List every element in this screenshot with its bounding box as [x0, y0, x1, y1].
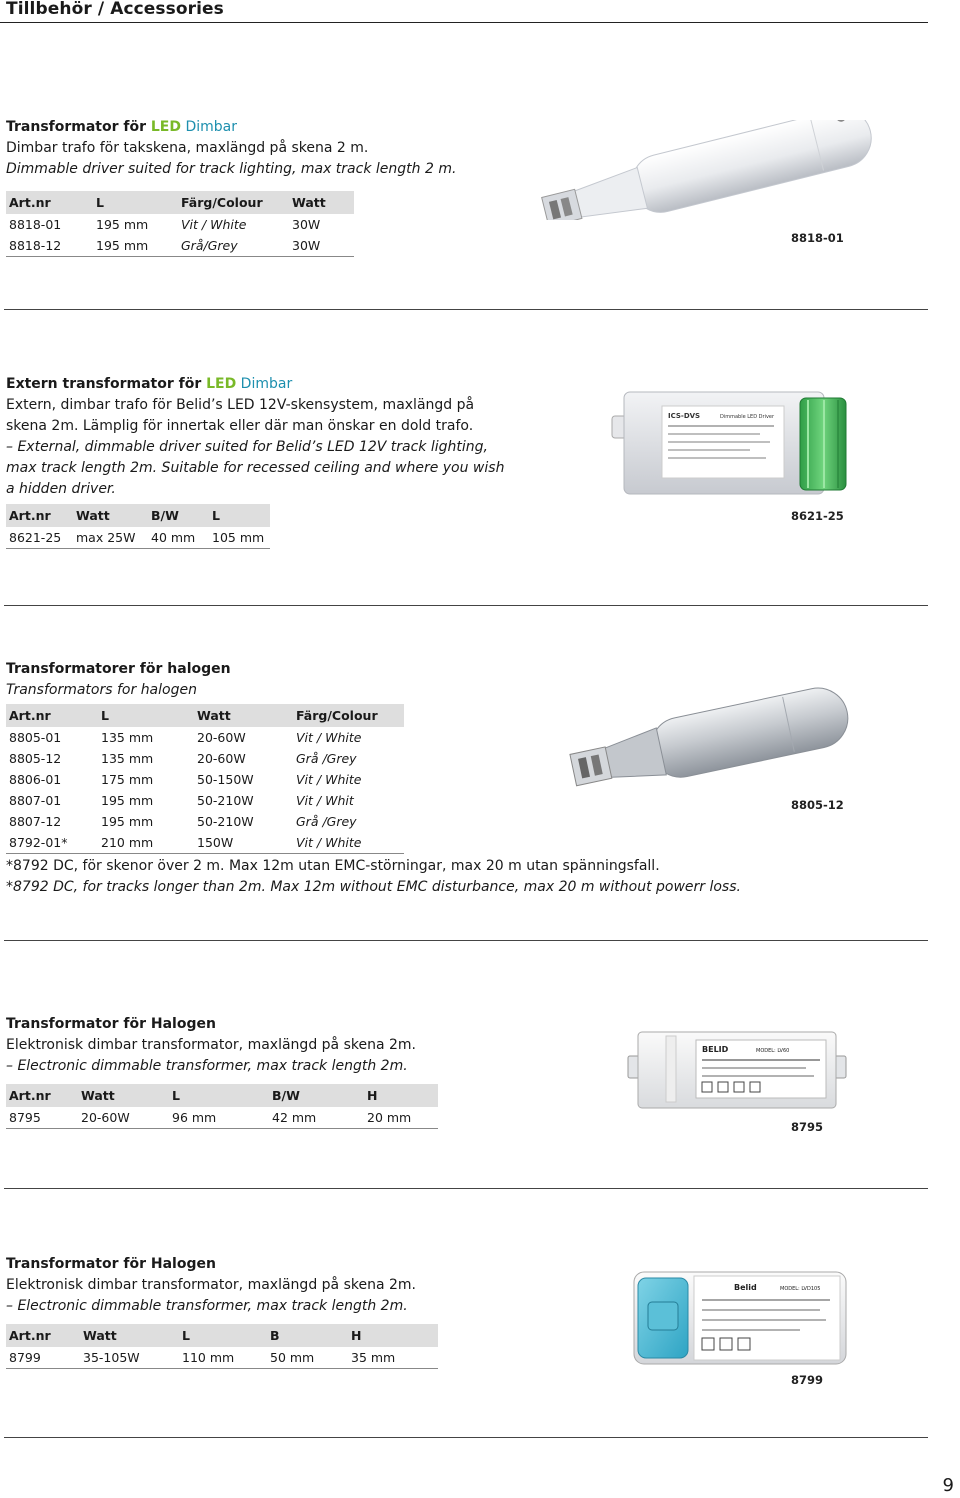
- description-en-line: max track length 2m. Suitable for recessed ceiling and where you wish: [6, 460, 505, 476]
- col-header: L: [98, 704, 194, 727]
- page-number: 9: [942, 1475, 954, 1496]
- table-row: 8799 35-105W 110 mm 50 mm 35 mm: [6, 1347, 438, 1369]
- driver-8799-photo: [630, 1268, 850, 1368]
- description-en: – Electronic dimmable transformer, max track length 2m.: [6, 1058, 408, 1074]
- section-divider: [4, 309, 928, 310]
- section-title: Transformator för LED Dimbar: [6, 119, 237, 135]
- section-title: Extern transformator för LED Dimbar: [6, 376, 293, 392]
- description-sv: Elektronisk dimbar transformator, maxlängd på skena 2m.: [6, 1037, 416, 1053]
- section-title: Transformatorer för halogen: [6, 661, 231, 677]
- label-brand: BELID: [702, 1045, 729, 1054]
- col-header: Watt: [194, 704, 293, 727]
- col-header: Watt: [78, 1084, 169, 1107]
- section-subtitle: Transformators for halogen: [6, 682, 197, 698]
- table-row: 8792-01* 210 mm 150W Vit / White: [6, 832, 404, 854]
- label-model: MODEL: LVD105: [780, 1286, 821, 1292]
- section-divider: [4, 605, 928, 606]
- col-header: Färg/Colour: [293, 704, 404, 727]
- col-header: Watt: [80, 1324, 179, 1347]
- section-halogen-8795: [6, 1014, 438, 1129]
- table-row: 8806-01 175 mm 50-150W Vit / White: [9, 772, 362, 787]
- driver-8818-01-photo: [530, 120, 890, 220]
- product-caption: 8621-25: [791, 509, 844, 523]
- section-divider: [4, 1188, 928, 1189]
- col-header: Art.nr: [6, 504, 73, 527]
- col-header: L: [169, 1084, 269, 1107]
- col-header: B/W: [148, 504, 209, 527]
- spec-table: [6, 191, 354, 257]
- label-text: Dimmable LED Driver: [720, 414, 775, 420]
- table-row: 8805-01 135 mm 20-60W Vit / White: [9, 730, 362, 745]
- col-header: L: [209, 504, 270, 527]
- section-title: Transformator för Halogen: [6, 1016, 216, 1032]
- description-en-line: – External, dimmable driver suited for Belid’s LED 12V track lighting,: [6, 439, 488, 455]
- driver-8805-12-photo: [560, 685, 860, 795]
- spec-table: [6, 1324, 438, 1369]
- col-header: L: [179, 1324, 267, 1347]
- description-en-line: a hidden driver.: [6, 481, 116, 497]
- section-title: Transformator för Halogen: [6, 1256, 216, 1272]
- col-header: L: [93, 191, 178, 214]
- col-header: B: [267, 1324, 348, 1347]
- product-caption: 8805-12: [791, 798, 844, 812]
- page-header-title: Tillbehör / Accessories: [6, 0, 224, 19]
- footnote-en: *8792 DC, for tracks longer than 2m. Max 12m without EMC disturbance, max 20 m without powerr loss.: [6, 879, 741, 895]
- description-sv: Elektronisk dimbar transformator, maxlängd på skena 2m.: [6, 1277, 416, 1293]
- col-header: H: [364, 1084, 438, 1107]
- header-rule: [0, 22, 928, 23]
- table-row: 8807-12 195 mm 50-210W Grå /Grey: [9, 814, 357, 829]
- col-header: H: [348, 1324, 438, 1347]
- col-header: Watt: [73, 504, 148, 527]
- spec-table: [6, 504, 270, 549]
- table-row: 8807-01 195 mm 50-210W Vit / Whit: [9, 793, 354, 808]
- table-row: 8805-12 135 mm 20-60W Grå /Grey: [9, 751, 357, 766]
- table-row: 8621-25 max 25W 40 mm 105 mm: [6, 527, 270, 549]
- table-row: 8818-12 195 mm Grå/Grey 30W: [6, 235, 354, 257]
- col-header: Art.nr: [6, 704, 98, 727]
- spec-table: [6, 704, 404, 854]
- description-en: – Electronic dimmable transformer, max track length 2m.: [6, 1298, 408, 1314]
- description-sv-line: skena 2m. Lämplig för innertak eller där man önskar en dold trafo.: [6, 418, 474, 434]
- col-header: Watt: [289, 191, 354, 214]
- product-caption: 8795: [791, 1120, 824, 1134]
- description-en: Dimmable driver suited for track lighting, max track length 2 m.: [6, 161, 457, 177]
- driver-8621-25-photo: [610, 388, 860, 500]
- col-header: Färg/Colour: [178, 191, 289, 214]
- product-caption: 8818-01: [791, 231, 844, 245]
- table-row: 8795 20-60W 96 mm 42 mm 20 mm: [6, 1107, 438, 1129]
- driver-8795-photo: [626, 1030, 848, 1110]
- section-halogen-8799: [6, 1254, 438, 1369]
- label-model: MODEL: LV60: [756, 1048, 790, 1054]
- description-sv: Dimbar trafo för takskena, maxlängd på skena 2 m.: [6, 140, 369, 156]
- col-header: Art.nr: [6, 1084, 78, 1107]
- section-divider: [4, 940, 928, 941]
- col-header: Art.nr: [6, 191, 93, 214]
- footnote-sv: *8792 DC, för skenor över 2 m. Max 12m utan EMC-störningar, max 20 m utan spänningsfall.: [6, 858, 660, 874]
- col-header: B/W: [269, 1084, 364, 1107]
- label-brand: Belid: [734, 1283, 757, 1292]
- col-header: Art.nr: [6, 1324, 80, 1347]
- description-sv-line: Extern, dimbar trafo för Belid’s LED 12V-skensystem, maxlängd på: [6, 397, 475, 413]
- label-brand: ICS-DVS: [668, 412, 701, 420]
- table-row: 8818-01 195 mm Vit / White 30W: [9, 217, 321, 232]
- section-divider: [4, 1437, 928, 1438]
- section-led-dimbar: [6, 117, 456, 257]
- section-extern-led: [6, 374, 504, 549]
- spec-table: [6, 1084, 438, 1129]
- product-caption: 8799: [791, 1373, 824, 1387]
